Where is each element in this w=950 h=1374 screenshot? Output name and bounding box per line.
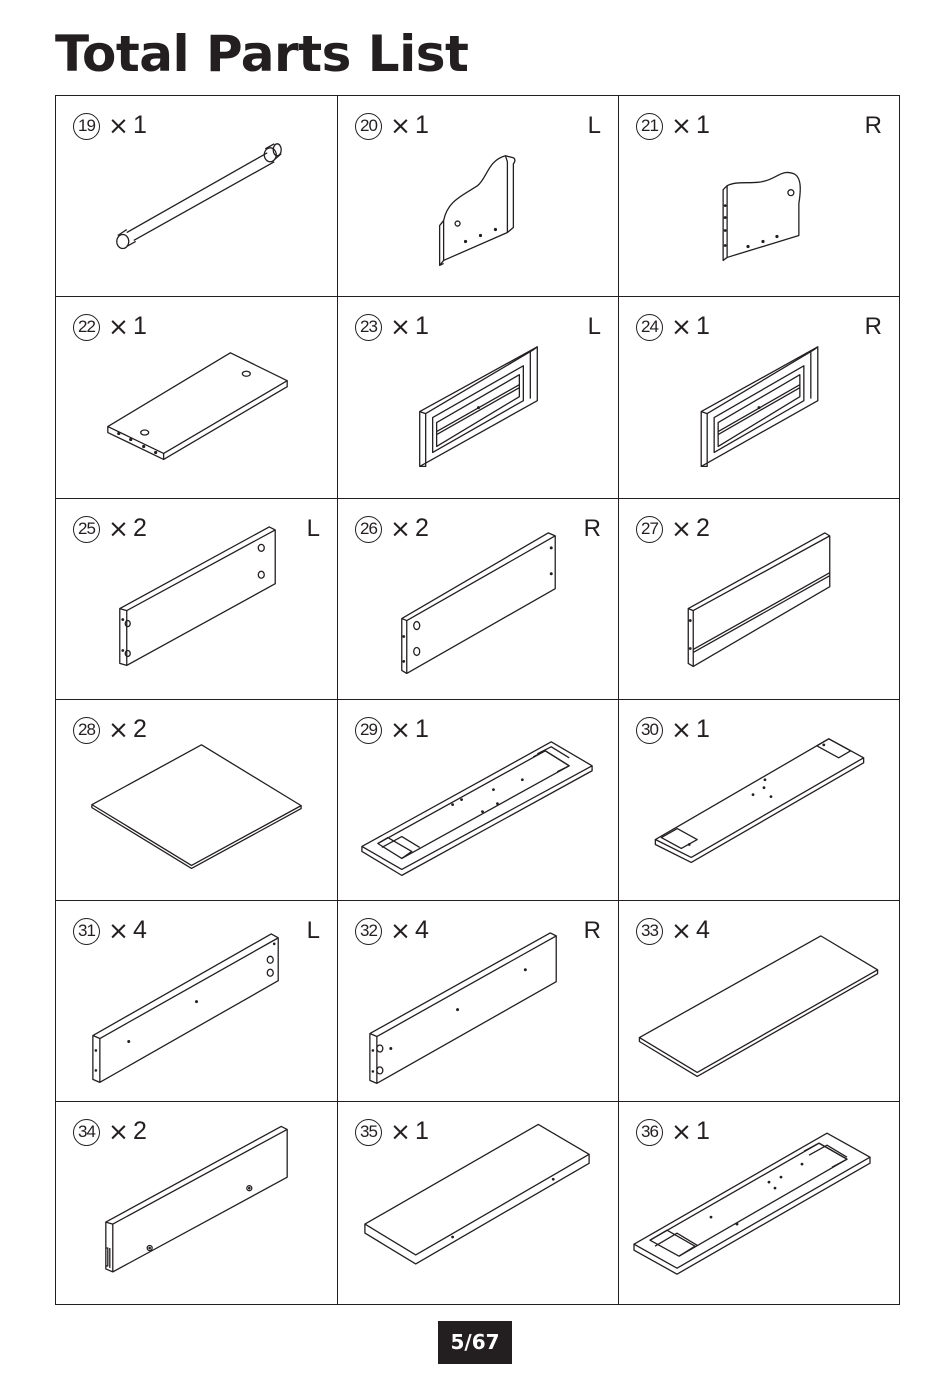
part-cell [56, 700, 338, 901]
times-symbol: × [390, 312, 411, 342]
part-21-side-panel-illustration [619, 96, 899, 296]
page-number-badge: 5/67 [438, 1321, 512, 1364]
part-number: 23 [355, 314, 382, 341]
times-symbol: × [108, 714, 129, 744]
part-number: 21 [636, 113, 663, 140]
times-symbol: × [108, 916, 129, 946]
times-symbol: × [108, 1117, 129, 1147]
part-cell [56, 297, 338, 498]
times-symbol: × [108, 513, 129, 543]
part-cell [338, 901, 619, 1102]
times-symbol: × [671, 513, 692, 543]
part-number: 22 [73, 314, 100, 341]
part-quantity: 2 [133, 714, 147, 743]
part-quantity: 1 [696, 714, 710, 743]
part-cell [56, 96, 338, 297]
part-20-side-panel-illustration [338, 96, 618, 296]
part-cell [619, 297, 899, 498]
times-symbol: × [671, 916, 692, 946]
part-30-slat-illustration [619, 700, 899, 900]
part-cell [619, 700, 899, 901]
part-23-frame-illustration [338, 297, 618, 497]
times-symbol: × [108, 312, 129, 342]
part-number: 29 [355, 717, 382, 744]
part-quantity: 2 [133, 1117, 147, 1146]
part-quantity: 1 [696, 1117, 710, 1146]
part-quantity: 2 [696, 513, 710, 542]
part-number: 19 [73, 113, 100, 140]
part-22-board-illustration [56, 297, 337, 497]
part-quantity: 1 [415, 1117, 429, 1146]
part-cell [56, 499, 338, 700]
part-side: R [864, 313, 882, 341]
part-25-rail-illustration [56, 499, 337, 699]
part-33-panel-illustration [619, 901, 899, 1101]
part-29-slat-illustration [338, 700, 618, 900]
part-24-frame-illustration [619, 297, 899, 497]
parts-grid [55, 95, 900, 1305]
part-quantity: 1 [133, 312, 147, 341]
part-number: 27 [636, 516, 663, 543]
part-quantity: 1 [133, 111, 147, 139]
part-32-rail-illustration [338, 901, 618, 1101]
part-quantity: 1 [415, 312, 429, 341]
part-cell [619, 901, 899, 1102]
part-side: L [587, 112, 601, 139]
part-side: R [864, 112, 882, 139]
part-36-slat-illustration [619, 1102, 899, 1303]
part-number: 25 [73, 516, 100, 543]
part-cell [56, 901, 338, 1102]
times-symbol: × [390, 513, 411, 543]
times-symbol: × [671, 111, 692, 140]
part-number: 36 [636, 1119, 663, 1146]
part-number: 24 [636, 314, 663, 341]
times-symbol: × [671, 1117, 692, 1147]
part-quantity: 1 [696, 312, 710, 341]
part-side: L [587, 313, 601, 341]
part-19-rod-illustration [56, 96, 337, 296]
part-27-rail-illustration [619, 499, 899, 699]
part-cell [338, 700, 619, 901]
part-quantity: 2 [415, 513, 429, 542]
part-cell [619, 1102, 899, 1303]
part-number: 34 [73, 1119, 100, 1146]
part-cell [338, 499, 619, 700]
part-34-rail-illustration [56, 1102, 337, 1303]
part-number: 32 [355, 918, 382, 945]
part-number: 30 [636, 717, 663, 744]
times-symbol: × [390, 111, 411, 140]
part-number: 26 [355, 516, 382, 543]
part-cell [338, 297, 619, 498]
times-symbol: × [390, 916, 411, 946]
part-quantity: 1 [415, 714, 429, 743]
part-side: R [583, 917, 601, 945]
times-symbol: × [390, 1117, 411, 1147]
part-cell [619, 96, 899, 297]
part-number: 31 [73, 918, 100, 945]
part-quantity: 4 [133, 916, 147, 945]
part-number: 33 [636, 918, 663, 945]
part-31-rail-illustration [56, 901, 337, 1101]
times-symbol: × [671, 312, 692, 342]
part-quantity: 2 [133, 513, 147, 542]
page-title: Total Parts List [55, 25, 469, 83]
part-quantity: 4 [696, 916, 710, 945]
part-cell [338, 96, 619, 297]
part-side: L [306, 917, 320, 945]
part-quantity: 4 [415, 916, 429, 945]
times-symbol: × [390, 714, 411, 744]
part-cell [56, 1102, 338, 1303]
part-number: 28 [73, 717, 100, 744]
times-symbol: × [108, 111, 129, 140]
part-number: 35 [355, 1119, 382, 1146]
part-quantity: 1 [696, 111, 710, 139]
part-26-rail-illustration [338, 499, 618, 699]
part-cell [619, 499, 899, 700]
part-side: L [306, 514, 320, 542]
part-35-shelf-illustration [338, 1102, 618, 1303]
times-symbol: × [671, 714, 692, 744]
part-cell [338, 1102, 619, 1303]
part-side: R [583, 514, 601, 542]
part-28-panel-illustration [56, 700, 337, 900]
part-quantity: 1 [415, 111, 429, 139]
part-number: 20 [355, 113, 382, 140]
